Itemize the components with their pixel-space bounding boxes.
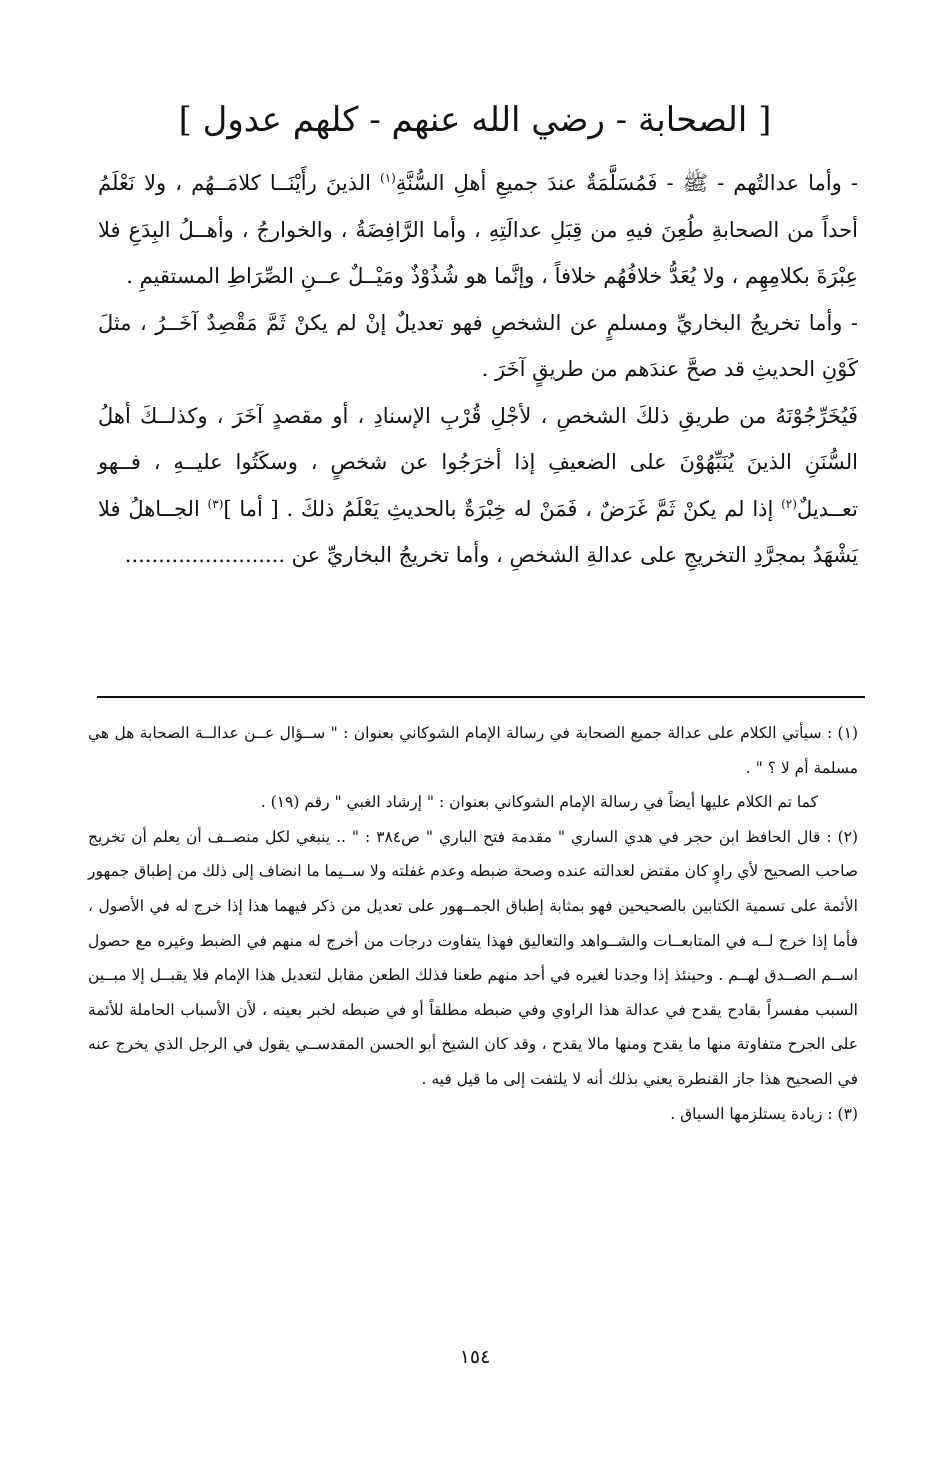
- paragraph-1: [98, 160, 858, 300]
- footnote-ref-3: (٣): [207, 496, 224, 511]
- paragraph-2: - وأما تخريجُ البخاريِّ ومسلمٍ عن الشخصِ فهو تعديلٌ إنْ لم يكنْ ثَمَّ مَقْصِدٌ آخَــرُ ، مثلَ كَوْنِ الحديثِ قد صحَّ عندَهم من طريقٍ آخَرَ .: [98, 310, 858, 381]
- footnote-3: (٣) : زيادة يستلزمها السياق .: [670, 1104, 858, 1123]
- footnote-2: (٢) : قال الحافظ ابن حجر في هدي الساري " مقدمة فتح الباري " ص٣٨٤ : " .. ينبغي لكل منصــف أن يعلم أن تخريج صاحب الصحيح لأي راوٍ كان مقتض لعدالته عنده وصحة ضبطه وعدم غفلته ولا ســيما ما انضاف إلى ذلك من إطباق جمهور الأئمة على تسمية الكتابين بالصحيحين فهو بمثابة إطباق الجمــهور على تعديل من ذكر فيهما هذا إذا خرج له في الأصول ، فأما إذا خرج لــه في المتابعــات والشــواهد والتعاليق فهذا يتفاوت درجات من أخرج له منهم في الضبط وغيره مع حصول اســم الصــدق لهــم . وحينئذ إذا وجدنا لغيره في أحد منهم طعنا فذلك الطعن مقابل لتعديل هذا الإمام فلا يقبــل إلا مبــين السبب مفسراً بقادح يقدح في عدالة هذا الراوي وفي ضبطه مطلقاً أو في ضبطه لخبر بعينه ، لأن الأسباب الحاملة للأئمة على الجرح متفاوتة منها ما يقدح ومنها مالا يقدح ، وقد كان الشيخ أبو الحسن المقدســي يقول في الرجل الذي يخرج عنه في الصحيح هذا جاز القنطرة يعني بذلك أنه لا يلتفت إلى ما قيل فيه .: [88, 827, 859, 1088]
- paragraph-1-text-a: - وأما عدالتُهم - ﷺ - فَمُسَلَّمَةٌ عندَ جميعِ أهلِ السُّنَّةِ: [395, 171, 858, 195]
- page-number: ١٥٤: [459, 1346, 491, 1368]
- footnote-1-continuation: كما تم الكلام عليها أيضاً في رسالة الإمام الشوكاني بعنوان : " إرشاد الغبي " رقم (١٩) .: [260, 793, 818, 812]
- paragraph-1-text-b: الذينَ رأَيْنَــا كلامَــهُم ، ولا نَعْلَمُ أحداً من الصحابةِ طُعِنَ فيهِ من قِبَلِ عدالَتِهِ ، وأما الرَّافِضَةُ ، والخوارجُ ، وأهــلُ البِدَعِ فلا عِبْرَةَ بكلامِهِم ، ولا يُعَدُّ خلافُهُم خلافاً ، وإنَّما هو شُذُوْذٌ ومَيْــلٌ عــنِ الصِّرَاطِ المستقيمِ .: [98, 171, 858, 288]
- footnote-ref-1: (١): [380, 171, 396, 185]
- paragraph-3-text-a: فَيُخَرِّجُوْنَهُ من طريقِ ذلكَ الشخصِ ، لأجْلِ قُرْبِ الإسنادِ ، أو مقصدٍ آخَرَ ، وكذلــكَ أهلُ السُّنَنِ الذينَ يُنَبِّهُوْنَ على الضعيفِ إذا أخرَجُوا عن شخصٍ ، وسكَتُوا عليــهِ ، فــهو تعــديلٌ: [98, 403, 858, 521]
- paragraph-3-text-c: الجــاهلُ فلا يَشْهَدُ بمجرَّدِ التخريجِ على عدالةِ الشخصِ ، وأما تخريجُ البخاريِّ عن ........................: [98, 496, 858, 567]
- section-heading: [ الصحابة - رضي الله عنهم - كلهم عدول ]: [178, 100, 772, 140]
- paragraph-3: [98, 393, 858, 579]
- main-text: [98, 160, 858, 579]
- footnotes: [88, 716, 858, 1131]
- footnote-ref-2: (٢): [781, 496, 797, 511]
- footnote-separator: [97, 696, 865, 698]
- footnote-1: (١) : سيأتي الكلام على عدالة جميع الصحابة في رسالة الإمام الشوكاني بعنوان : " ســؤال عــن عدالــة الصحابة هل هي مسلمة أم لا ؟ " .: [88, 724, 858, 777]
- paragraph-3-text-b: إذا لم يكنْ ثَمَّ غَرَضٌ ، فَمَنْ له خِبْرَةٌ بالحديثِ يَعْلَمُ ذلكَ . [ أما ]: [223, 496, 782, 521]
